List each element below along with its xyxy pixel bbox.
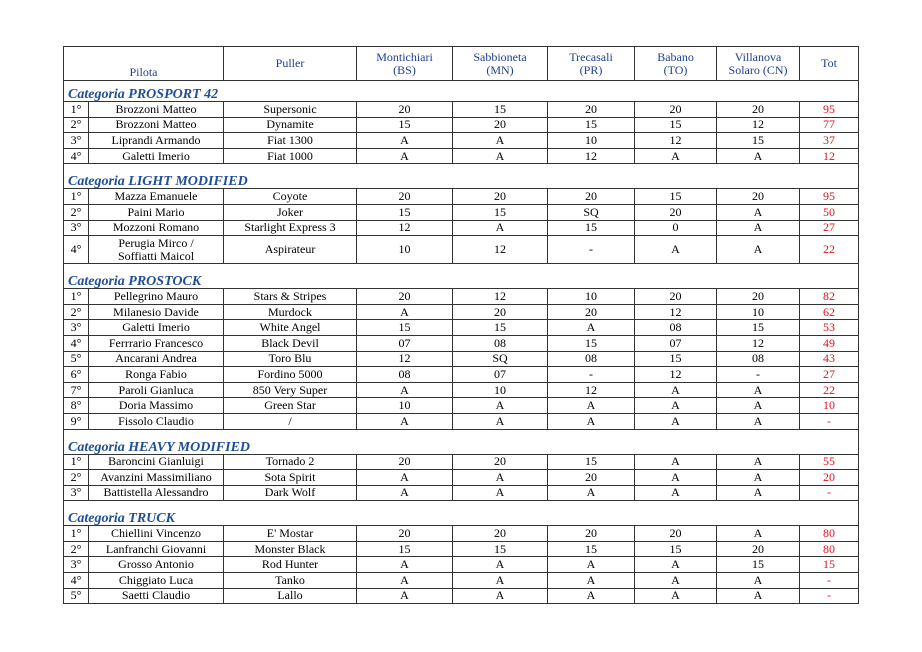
position-cell: 2° — [64, 117, 89, 133]
puller-cell: White Angel — [224, 320, 357, 336]
score-cell: A — [717, 573, 800, 589]
header-venue-2 — [453, 47, 548, 81]
position-cell: 5° — [64, 351, 89, 367]
venue-province: (TO) — [663, 62, 688, 77]
score-cell: A — [635, 236, 717, 264]
table-row — [64, 204, 859, 220]
score-cell: 15 — [717, 557, 800, 573]
pilota-cell: Ferrrario Francesco — [89, 335, 224, 351]
score-cell: A — [717, 382, 800, 398]
score-cell: A — [453, 413, 548, 429]
table-body — [64, 81, 859, 604]
position-cell: 4° — [64, 335, 89, 351]
position-cell: 2° — [64, 470, 89, 486]
score-cell: 08 — [635, 320, 717, 336]
table-row — [64, 454, 859, 470]
score-cell: A — [453, 485, 548, 501]
puller-cell: Toro Blu — [224, 351, 357, 367]
position-cell: 1° — [64, 526, 89, 542]
pilota-cell: Chiellini Vincenzo — [89, 526, 224, 542]
position-cell: 3° — [64, 485, 89, 501]
total-cell: 95 — [800, 189, 859, 205]
score-cell: 20 — [635, 204, 717, 220]
table-row — [64, 470, 859, 486]
score-cell: - — [548, 367, 635, 383]
score-cell: 15 — [453, 102, 548, 118]
score-cell: - — [717, 367, 800, 383]
score-cell: 10 — [548, 133, 635, 149]
score-cell: A — [548, 573, 635, 589]
venue-name: Trecasali — [569, 49, 613, 64]
score-cell: 15 — [548, 335, 635, 351]
puller-cell: Tanko — [224, 573, 357, 589]
score-cell: A — [453, 148, 548, 164]
score-cell: 20 — [548, 102, 635, 118]
score-cell: 15 — [635, 541, 717, 557]
score-cell: 15 — [453, 320, 548, 336]
score-cell: A — [357, 470, 453, 486]
score-cell: A — [717, 220, 800, 236]
score-cell: 08 — [357, 367, 453, 383]
score-cell: 15 — [635, 189, 717, 205]
pilota-cell: Brozzoni Matteo — [89, 117, 224, 133]
table-row — [64, 335, 859, 351]
score-cell: 0 — [635, 220, 717, 236]
score-cell: 12 — [453, 289, 548, 305]
table-row — [64, 588, 859, 604]
table-row — [64, 382, 859, 398]
score-cell: A — [635, 382, 717, 398]
table-row — [64, 485, 859, 501]
pilota-name-line: Perugia Mirco / — [118, 235, 194, 250]
position-cell: 4° — [64, 236, 89, 264]
score-cell: A — [548, 485, 635, 501]
total-cell: 62 — [800, 304, 859, 320]
score-cell: 07 — [453, 367, 548, 383]
header-puller: Puller — [224, 47, 357, 81]
puller-cell: Murdock — [224, 304, 357, 320]
table-row — [64, 398, 859, 414]
score-cell: A — [548, 398, 635, 414]
score-cell: 08 — [453, 335, 548, 351]
position-cell: 2° — [64, 304, 89, 320]
total-cell: 80 — [800, 526, 859, 542]
venue-province: Solaro (CN) — [728, 62, 788, 77]
pilota-cell: Ancarani Andrea — [89, 351, 224, 367]
score-cell: 10 — [357, 236, 453, 264]
score-cell: 20 — [357, 102, 453, 118]
pilota-name-line: Soffiatti Maicol — [117, 248, 195, 263]
score-cell: 07 — [635, 335, 717, 351]
total-cell: 10 — [800, 398, 859, 414]
score-cell: 15 — [548, 541, 635, 557]
header-venue-5 — [717, 47, 800, 81]
venue-name: Sabbioneta — [473, 49, 527, 64]
venue-province: (PR) — [579, 62, 603, 77]
pilota-cell: Avanzini Massimiliano — [89, 470, 224, 486]
header-venue-3 — [548, 47, 635, 81]
score-cell: 08 — [548, 351, 635, 367]
score-cell: A — [717, 148, 800, 164]
total-cell: 50 — [800, 204, 859, 220]
score-cell: 20 — [357, 289, 453, 305]
score-cell: 20 — [357, 526, 453, 542]
table-row — [64, 148, 859, 164]
pilota-cell: Chiggiato Luca — [89, 573, 224, 589]
total-cell: - — [800, 413, 859, 429]
puller-cell: 850 Very Super — [224, 382, 357, 398]
puller-cell: Tornado 2 — [224, 454, 357, 470]
pilota-cell: Mozzoni Romano — [89, 220, 224, 236]
total-cell: 49 — [800, 335, 859, 351]
score-cell: 12 — [635, 367, 717, 383]
score-cell: 20 — [635, 526, 717, 542]
score-cell: 15 — [635, 117, 717, 133]
score-cell: 15 — [453, 541, 548, 557]
position-cell: 6° — [64, 367, 89, 383]
header-tot: Tot — [800, 47, 859, 81]
results-table — [63, 46, 859, 604]
score-cell: A — [548, 588, 635, 604]
pilota-cell: Grosso Antonio — [89, 557, 224, 573]
table-row — [64, 236, 859, 264]
total-cell: 53 — [800, 320, 859, 336]
score-cell: A — [357, 382, 453, 398]
score-cell: A — [717, 588, 800, 604]
puller-cell: Fiat 1000 — [224, 148, 357, 164]
table-row — [64, 220, 859, 236]
total-cell: 80 — [800, 541, 859, 557]
position-cell: 1° — [64, 189, 89, 205]
score-cell: 20 — [717, 541, 800, 557]
score-cell: A — [548, 557, 635, 573]
puller-cell: Fordino 5000 — [224, 367, 357, 383]
venue-name: Villanova — [734, 49, 782, 64]
score-cell: 20 — [635, 289, 717, 305]
score-cell: 20 — [635, 102, 717, 118]
table-row — [64, 367, 859, 383]
total-cell: 22 — [800, 382, 859, 398]
pilota-cell: Mazza Emanuele — [89, 189, 224, 205]
score-cell: A — [357, 485, 453, 501]
pilota-cell: Baroncini Gianluigi — [89, 454, 224, 470]
score-cell: A — [357, 413, 453, 429]
pilota-cell: Milanesio Davide — [89, 304, 224, 320]
score-cell: 20 — [548, 304, 635, 320]
score-cell: A — [717, 413, 800, 429]
puller-cell: Dark Wolf — [224, 485, 357, 501]
score-cell: A — [453, 133, 548, 149]
score-cell: 12 — [453, 236, 548, 264]
score-cell: - — [548, 236, 635, 264]
pilota-cell: Liprandi Armando — [89, 133, 224, 149]
category-header-row — [64, 501, 859, 526]
total-cell: 82 — [800, 289, 859, 305]
pilota-cell: Galetti Imerio — [89, 148, 224, 164]
score-cell: 12 — [548, 148, 635, 164]
score-cell: SQ — [453, 351, 548, 367]
pilota-cell — [89, 236, 224, 264]
puller-cell: E' Mostar — [224, 526, 357, 542]
score-cell: A — [717, 470, 800, 486]
score-cell: 20 — [717, 289, 800, 305]
pilota-cell: Saetti Claudio — [89, 588, 224, 604]
score-cell: A — [717, 485, 800, 501]
score-cell: A — [548, 320, 635, 336]
category-title: Categoria TRUCK — [64, 501, 859, 526]
puller-cell: Green Star — [224, 398, 357, 414]
category-title: Categoria HEAVY MODIFIED — [64, 429, 859, 454]
score-cell: A — [635, 454, 717, 470]
table-header — [64, 47, 859, 81]
score-cell: 20 — [717, 189, 800, 205]
position-cell: 9° — [64, 413, 89, 429]
score-cell: 15 — [357, 204, 453, 220]
score-cell: 20 — [548, 526, 635, 542]
score-cell: 10 — [717, 304, 800, 320]
score-cell: 15 — [548, 220, 635, 236]
table-row — [64, 351, 859, 367]
score-cell: 20 — [357, 189, 453, 205]
score-cell: 12 — [548, 382, 635, 398]
position-cell: 4° — [64, 148, 89, 164]
score-cell: 08 — [717, 351, 800, 367]
category-header-row — [64, 264, 859, 289]
score-cell: A — [453, 588, 548, 604]
score-cell: 15 — [635, 351, 717, 367]
pilota-cell: Lanfranchi Giovanni — [89, 541, 224, 557]
total-cell: 20 — [800, 470, 859, 486]
position-cell: 2° — [64, 541, 89, 557]
score-cell: 15 — [717, 133, 800, 149]
pilota-cell: Galetti Imerio — [89, 320, 224, 336]
score-cell: 20 — [453, 454, 548, 470]
total-cell: 12 — [800, 148, 859, 164]
score-cell: A — [453, 573, 548, 589]
position-cell: 1° — [64, 102, 89, 118]
table-row — [64, 133, 859, 149]
score-cell: 10 — [453, 382, 548, 398]
score-cell: 20 — [357, 454, 453, 470]
category-header-row — [64, 429, 859, 454]
header-venue-4 — [635, 47, 717, 81]
total-cell: 77 — [800, 117, 859, 133]
score-cell: A — [635, 485, 717, 501]
table-row — [64, 320, 859, 336]
score-cell: SQ — [548, 204, 635, 220]
score-cell: A — [717, 236, 800, 264]
total-cell: - — [800, 573, 859, 589]
table-row — [64, 541, 859, 557]
pilota-cell: Ronga Fabio — [89, 367, 224, 383]
puller-cell: Aspirateur — [224, 236, 357, 264]
score-cell: 15 — [548, 117, 635, 133]
position-cell: 3° — [64, 557, 89, 573]
venue-province: (BS) — [393, 62, 416, 77]
score-cell: 12 — [357, 220, 453, 236]
score-cell: A — [635, 148, 717, 164]
score-cell: 12 — [357, 351, 453, 367]
total-cell: - — [800, 485, 859, 501]
score-cell: 20 — [548, 189, 635, 205]
puller-cell: Black Devil — [224, 335, 357, 351]
score-cell: 15 — [357, 320, 453, 336]
category-header-row — [64, 164, 859, 189]
position-cell: 3° — [64, 220, 89, 236]
score-cell: A — [357, 133, 453, 149]
total-cell: - — [800, 588, 859, 604]
score-cell: A — [357, 588, 453, 604]
puller-cell: Coyote — [224, 189, 357, 205]
score-cell: A — [635, 398, 717, 414]
puller-cell: Fiat 1300 — [224, 133, 357, 149]
puller-cell: Supersonic — [224, 102, 357, 118]
position-cell: 1° — [64, 289, 89, 305]
score-cell: A — [453, 470, 548, 486]
pilota-cell: Battistella Alessandro — [89, 485, 224, 501]
score-cell: A — [635, 470, 717, 486]
score-cell: A — [717, 454, 800, 470]
pilota-cell: Doria Massimo — [89, 398, 224, 414]
score-cell: 20 — [548, 470, 635, 486]
category-title: Categoria PROSPORT 42 — [64, 81, 859, 102]
score-cell: 07 — [357, 335, 453, 351]
score-cell: A — [357, 304, 453, 320]
puller-cell: / — [224, 413, 357, 429]
position-cell: 4° — [64, 573, 89, 589]
position-cell: 3° — [64, 320, 89, 336]
table-row — [64, 526, 859, 542]
score-cell: A — [635, 588, 717, 604]
position-cell: 5° — [64, 588, 89, 604]
score-cell: A — [635, 413, 717, 429]
position-cell: 2° — [64, 204, 89, 220]
score-cell: A — [717, 526, 800, 542]
score-cell: A — [635, 573, 717, 589]
total-cell: 37 — [800, 133, 859, 149]
table-row — [64, 557, 859, 573]
score-cell: A — [357, 148, 453, 164]
position-cell: 8° — [64, 398, 89, 414]
total-cell: 15 — [800, 557, 859, 573]
total-cell: 55 — [800, 454, 859, 470]
table-row — [64, 304, 859, 320]
pilota-cell: Paroli Gianluca — [89, 382, 224, 398]
venue-province: (MN) — [486, 62, 514, 77]
position-cell: 3° — [64, 133, 89, 149]
venue-name: Babano — [657, 49, 694, 64]
pilota-cell: Brozzoni Matteo — [89, 102, 224, 118]
score-cell: A — [453, 398, 548, 414]
total-cell: 95 — [800, 102, 859, 118]
total-cell: 43 — [800, 351, 859, 367]
score-cell: A — [717, 204, 800, 220]
score-cell: A — [453, 220, 548, 236]
score-cell: 12 — [717, 117, 800, 133]
score-cell: 10 — [357, 398, 453, 414]
score-cell: 20 — [453, 304, 548, 320]
score-cell: A — [357, 557, 453, 573]
puller-cell: Monster Black — [224, 541, 357, 557]
score-cell: 20 — [717, 102, 800, 118]
score-cell: 12 — [635, 304, 717, 320]
score-cell: 20 — [453, 189, 548, 205]
score-cell: 10 — [548, 289, 635, 305]
header-venue-1 — [357, 47, 453, 81]
table-row — [64, 289, 859, 305]
puller-cell: Dynamite — [224, 117, 357, 133]
puller-cell: Sota Spirit — [224, 470, 357, 486]
total-cell: 22 — [800, 236, 859, 264]
score-cell: A — [635, 557, 717, 573]
score-cell: 20 — [453, 117, 548, 133]
table-row — [64, 189, 859, 205]
category-title: Categoria PROSTOCK — [64, 264, 859, 289]
score-cell: A — [717, 398, 800, 414]
pilota-cell: Fissolo Claudio — [89, 413, 224, 429]
table-row — [64, 573, 859, 589]
puller-cell: Stars & Stripes — [224, 289, 357, 305]
score-cell: A — [548, 413, 635, 429]
score-cell: 12 — [717, 335, 800, 351]
category-title: Categoria LIGHT MODIFIED — [64, 164, 859, 189]
table-row — [64, 102, 859, 118]
table-row — [64, 413, 859, 429]
category-header-row — [64, 81, 859, 102]
score-cell: 20 — [453, 526, 548, 542]
score-cell: A — [357, 573, 453, 589]
venue-name: Montichiari — [376, 49, 433, 64]
puller-cell: Starlight Express 3 — [224, 220, 357, 236]
score-cell: 15 — [548, 454, 635, 470]
position-cell: 1° — [64, 454, 89, 470]
total-cell: 27 — [800, 367, 859, 383]
score-cell: A — [453, 557, 548, 573]
pilota-cell: Pellegrino Mauro — [89, 289, 224, 305]
puller-cell: Joker — [224, 204, 357, 220]
puller-cell: Lallo — [224, 588, 357, 604]
score-cell: 15 — [357, 541, 453, 557]
table-row — [64, 117, 859, 133]
header-pilota: Pilota — [64, 47, 224, 81]
position-cell: 7° — [64, 382, 89, 398]
score-cell: 15 — [717, 320, 800, 336]
score-cell: 15 — [453, 204, 548, 220]
score-cell: 15 — [357, 117, 453, 133]
puller-cell: Rod Hunter — [224, 557, 357, 573]
score-cell: 12 — [635, 133, 717, 149]
pilota-cell: Paini Mario — [89, 204, 224, 220]
total-cell: 27 — [800, 220, 859, 236]
